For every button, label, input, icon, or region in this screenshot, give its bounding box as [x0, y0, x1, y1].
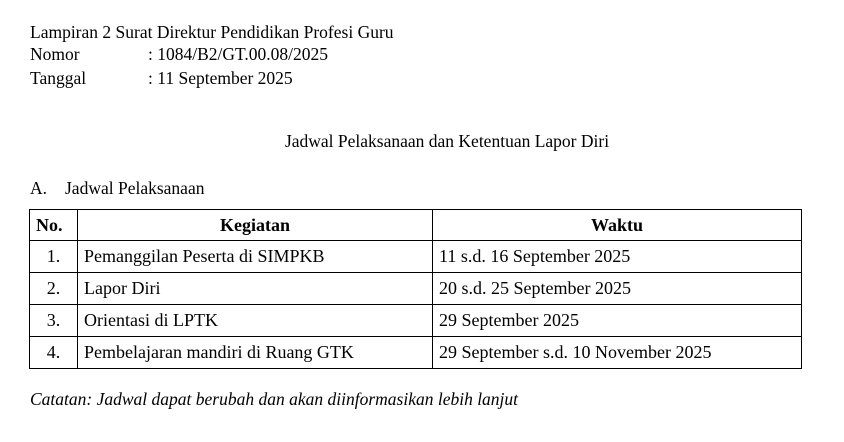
table-row	[30, 273, 802, 305]
row-number: 3.	[30, 305, 78, 337]
table-header-row	[30, 210, 802, 241]
column-header-kegiatan: Kegiatan	[78, 210, 433, 241]
table-row	[30, 337, 802, 369]
row-kegiatan: Pembelajaran mandiri di Ruang GTK	[78, 337, 433, 369]
section-letter: A.	[30, 178, 48, 198]
column-header-waktu: Waktu	[433, 210, 802, 241]
schedule-note: Catatan: Jadwal dapat berubah dan akan diinformasikan lebih lanjut	[30, 389, 519, 409]
letter-attachment-line: Lampiran 2 Surat Direktur Pendidikan Profesi Guru	[30, 22, 394, 42]
row-kegiatan: Orientasi di LPTK	[78, 305, 433, 337]
row-number: 2.	[30, 273, 78, 305]
tanggal-value: : 11 September 2025	[148, 68, 293, 88]
document-title: Jadwal Pelaksanaan dan Ketentuan Lapor Diri	[284, 131, 610, 151]
section-heading-text: Jadwal Pelaksanaan	[65, 178, 205, 198]
row-number: 4.	[30, 337, 78, 369]
section-heading	[30, 177, 204, 199]
table-row	[30, 241, 802, 273]
nomor-label: Nomor	[30, 44, 80, 64]
row-waktu: 29 September s.d. 10 November 2025	[433, 337, 802, 369]
row-kegiatan: Lapor Diri	[78, 273, 433, 305]
row-waktu: 29 September 2025	[433, 305, 802, 337]
row-number: 1.	[30, 241, 78, 273]
schedule-table	[29, 209, 802, 369]
row-waktu: 20 s.d. 25 September 2025	[433, 273, 802, 305]
table-row	[30, 305, 802, 337]
row-waktu: 11 s.d. 16 September 2025	[433, 241, 802, 273]
tanggal-label: Tanggal	[30, 68, 87, 88]
nomor-value: : 1084/B2/GT.00.08/2025	[148, 44, 329, 64]
row-kegiatan: Pemanggilan Peserta di SIMPKB	[78, 241, 433, 273]
column-header-no: No.	[30, 210, 78, 241]
